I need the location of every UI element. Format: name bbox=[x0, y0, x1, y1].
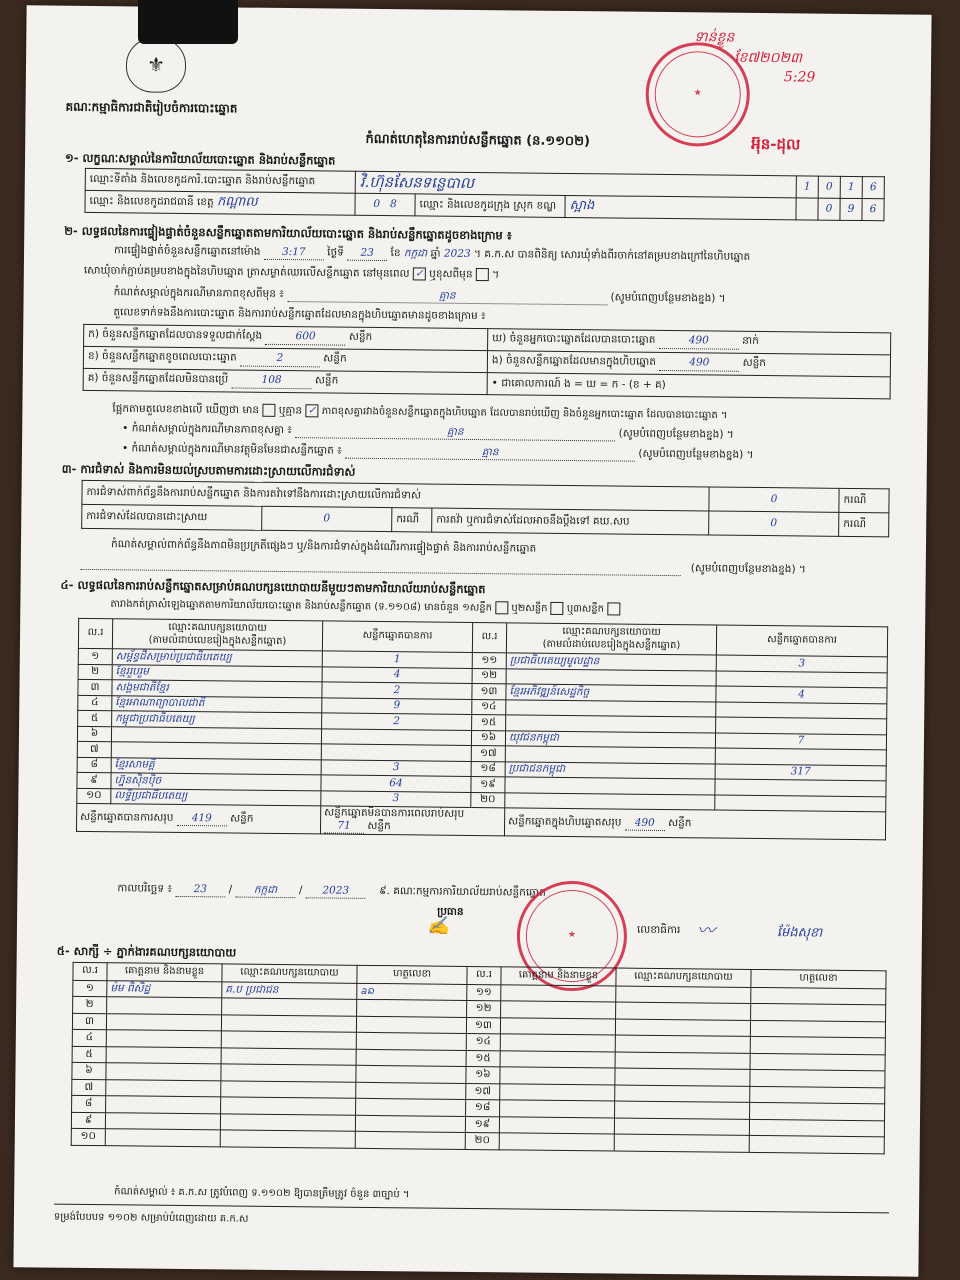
row-number: ១ bbox=[78, 648, 112, 664]
row-number: ៤ bbox=[72, 1029, 106, 1046]
province-name: កណ្តាល bbox=[216, 194, 258, 211]
party-name: កម្ពុជាប្រជាធិបតេយ្យ bbox=[112, 711, 322, 729]
party-votes: 3 bbox=[716, 655, 887, 672]
note3-value: គ្មាន bbox=[345, 445, 635, 462]
witness-signature bbox=[356, 1082, 466, 1100]
section5-heading: ៥- សាក្សី ÷ ភ្នាក់ងារគណបក្សនយោបាយ bbox=[56, 943, 237, 960]
party-name: ហ្វ៊ុនស៊ិនប៉ិច bbox=[111, 773, 321, 791]
discrepancy-line bbox=[112, 402, 727, 422]
province-code-digit: 0 bbox=[373, 197, 381, 210]
committee-seal-stamp: ★ bbox=[516, 880, 627, 991]
official-seal-stamp: ★ bbox=[645, 42, 750, 147]
party-votes bbox=[715, 795, 886, 812]
note2-line bbox=[122, 422, 734, 443]
witness-party bbox=[220, 1130, 355, 1148]
province-code-digit: 8 bbox=[390, 198, 397, 211]
total-invalid bbox=[320, 806, 504, 836]
date-day: 23 bbox=[175, 883, 225, 898]
appeal-label: ការតវ៉ា ឬការជំទាស់ដែលអាចនឹងប្តឹងទៅ គឃ.សប bbox=[432, 508, 709, 535]
party-votes bbox=[321, 728, 471, 745]
total-valid bbox=[76, 803, 320, 834]
row-number: ១២ bbox=[467, 1000, 501, 1017]
stats-intro: តួលេខទាក់ទងនឹងការបោះឆ្នោត និងការរាប់សន្លឹកឆ្នោតដែលមានក្នុងហិបឆ្នោតមានដូចខាងក្រោម ៖ bbox=[113, 306, 486, 323]
row-number: ៤ bbox=[78, 695, 112, 711]
row-number: ៩ bbox=[71, 1112, 105, 1129]
row-number: ១៤ bbox=[472, 699, 506, 715]
witness-name bbox=[106, 1096, 221, 1114]
annotation-name: អ៊ុន-ដុល bbox=[751, 134, 801, 154]
party-votes: 4 bbox=[716, 686, 887, 703]
w-col-name: គោត្តនាម និងនាមខ្លួន bbox=[501, 967, 616, 986]
district-label: ឈ្មោះ និងលេខកូដក្រុង ស្រុក ខណ្ឌ bbox=[415, 194, 565, 218]
witness-party bbox=[614, 1134, 749, 1152]
party-name: សង្គមជាតិខ្មែរ bbox=[112, 680, 322, 698]
tally-sheet-line bbox=[110, 597, 620, 616]
note2-label: • កំណត់សម្គាល់ក្នុងករណីមានភាពខុសគ្នា ៖ bbox=[122, 422, 293, 437]
col-party-title: ឈ្មោះគណបក្សនយោបាយ bbox=[562, 625, 661, 638]
date-label: កាលបរិច្ឆេទ ៖ bbox=[117, 882, 173, 895]
witness-signature: ᨡᨦ bbox=[357, 983, 467, 1001]
row-number: ១៥ bbox=[472, 714, 506, 730]
row-number: ១៣ bbox=[466, 1017, 500, 1034]
complaints-value: 0 bbox=[709, 487, 839, 512]
witness-party bbox=[615, 1085, 750, 1103]
note3-label: • កំណត់សម្គាល់ក្នុងករណីមានវត្ថុមិនមែនជាសន្លឹកឆ្នោត ៖ bbox=[121, 442, 342, 457]
w-col-party: ឈ្មោះគណបក្សនយោបាយ bbox=[222, 964, 357, 983]
row-number: ១៥ bbox=[466, 1050, 500, 1067]
annotation-date: ខែ៧២០២៣ bbox=[734, 49, 803, 67]
col-party-title: ឈ្មោះគណបក្សនយោបាយ bbox=[168, 621, 267, 634]
w-col-sign: ហត្ថលេខា bbox=[751, 969, 886, 988]
witness-signature bbox=[750, 1102, 885, 1120]
row-number: ៥ bbox=[78, 710, 112, 726]
row-number: ១ bbox=[73, 980, 107, 997]
witness-signature bbox=[356, 1049, 466, 1067]
no-discrepancy-checkbox[interactable]: ✓ bbox=[305, 404, 318, 417]
total-in-box bbox=[504, 808, 885, 840]
row-number: ៧ bbox=[72, 1079, 106, 1096]
witness-name bbox=[500, 1050, 615, 1068]
witness-signature bbox=[749, 1119, 884, 1137]
w-col-party: ឈ្មោះគណបក្សនយោបាយ bbox=[616, 968, 751, 987]
station-label: ឈ្មោះទីតាំង និងលេខកូដការិ.បោះឆ្នោត និងរាប់សន្លឹកឆ្នោត bbox=[85, 168, 355, 193]
note1-line bbox=[114, 286, 726, 307]
witness-name bbox=[106, 1046, 221, 1064]
w-col-name: គោត្តនាម និងនាមខ្លួន bbox=[107, 963, 222, 982]
witness-name bbox=[106, 1079, 221, 1097]
party-votes bbox=[716, 702, 887, 719]
appeal-unit: ករណី bbox=[839, 512, 889, 537]
witness-name bbox=[500, 1067, 615, 1085]
verify-text-a: ការផ្ទៀងផ្ទាត់ចំនួនសន្លឹកឆ្នោតនៅម៉ោង bbox=[114, 244, 261, 258]
note3-line bbox=[122, 442, 754, 463]
votes-body bbox=[77, 648, 888, 811]
appeal-value: 0 bbox=[709, 511, 839, 536]
witness-signature bbox=[751, 987, 886, 1005]
row-number: ១០ bbox=[71, 1128, 105, 1145]
col-votes: សន្លឹកឆ្នោតបានការ bbox=[716, 625, 887, 657]
note1-fill: (សូមបំពេញបន្ថែមខាងខ្នង) ។ bbox=[610, 291, 726, 305]
total-in-box-label: សន្លឹកឆ្នោតក្នុងហិបឆ្នោតសរុប bbox=[508, 814, 622, 829]
section4-heading: ៤- លទ្ធផលនៃការរាប់សន្លឹកឆ្នោតសម្រាប់គណបក្សនយោបាយនីមួយៗតាមការិយាល័យរាប់សន្លឹកឆ្នោត bbox=[60, 577, 486, 597]
spoiled-text: ខ) ចំនួនសន្លឹកឆ្នោតខូចពេលបោះឆ្នោត bbox=[87, 350, 237, 364]
party-votes bbox=[716, 717, 887, 734]
province-code bbox=[355, 193, 415, 216]
row-number: ១០ bbox=[77, 788, 111, 804]
verify-text-e: ។ គ.ក.ស បានពិនិត្យ សោរឃុំទាំងពីរចាក់នៅគម្របខាងក្រៅនៃហិបឆ្នោត bbox=[473, 247, 751, 263]
witness-signature bbox=[750, 1036, 885, 1054]
seal-text-a: សោឃុំចាក់ភ្ជាប់គម្របខាងក្នុងនៃហិបឆ្នោត ត្រាសម្ងាត់ឈរលើសន្លឹកឆ្នោត នៅមុនពេល bbox=[83, 264, 410, 280]
party-votes bbox=[715, 779, 886, 796]
witness-signature bbox=[355, 1131, 465, 1149]
row-number: ២ bbox=[73, 996, 107, 1013]
witness-party bbox=[221, 1031, 356, 1049]
row-number: ២ bbox=[78, 664, 112, 680]
received-unit: សន្លឹក bbox=[348, 331, 373, 344]
row-number: ១៤ bbox=[466, 1033, 500, 1050]
witness-name bbox=[106, 1063, 221, 1081]
party-votes-table bbox=[76, 618, 888, 841]
party-votes: 3 bbox=[321, 759, 471, 776]
row-number: ១៧ bbox=[466, 1083, 500, 1100]
secretary-label: លេខាធិការ bbox=[636, 923, 681, 937]
total-valid-value: 419 bbox=[177, 811, 227, 826]
witness-party bbox=[615, 1068, 750, 1086]
witness-party bbox=[616, 986, 751, 1004]
witness-name bbox=[500, 1017, 615, 1035]
station-code-digit: 1 bbox=[840, 176, 862, 198]
seal-text-b: ឬខុសពីមុន bbox=[429, 268, 473, 281]
witness-party bbox=[221, 1097, 356, 1115]
secretary-name: ម៉ែងសុខា bbox=[776, 925, 823, 941]
station-code-digit: 1 bbox=[796, 176, 818, 198]
party-votes: 4 bbox=[322, 666, 472, 683]
verify-text-b: ថ្ងៃទី bbox=[327, 246, 344, 259]
w-col-no: ល.រ bbox=[73, 962, 107, 980]
witness-signature bbox=[356, 1065, 466, 1083]
row-number: ៥ bbox=[72, 1046, 106, 1063]
resolved-label: ការជំទាស់ដែលបានដោះស្រាយ bbox=[82, 504, 262, 530]
section1-heading: ១- លក្ខណៈសម្គាល់នៃការិយាល័យបោះឆ្នោត និងរាប់សន្លឹកឆ្នោត bbox=[64, 150, 336, 168]
formula: • ជាគោលការណ៍ ង = ឃ = ក - (ខ + គ) bbox=[487, 373, 890, 399]
discrepancy-text-a: ផ្អែកតាមតួលេខខាងលើ ឃើញថា មាន bbox=[112, 402, 260, 417]
province-label-text: ឈ្មោះ និងលេខកូដរាជធានី ខេត្ត bbox=[89, 195, 214, 209]
party-votes: 64 bbox=[321, 775, 471, 792]
witness-name bbox=[500, 1034, 615, 1052]
party-name: ប្រជាធិបតេយ្យមូលដ្ឋាន bbox=[506, 653, 716, 671]
three-sheet-checkbox[interactable] bbox=[607, 602, 620, 615]
party-votes: 7 bbox=[715, 733, 886, 750]
row-number: ១៣ bbox=[472, 683, 506, 699]
verification-line bbox=[114, 244, 750, 265]
resolved-value: 0 bbox=[262, 506, 392, 531]
witness-signature bbox=[750, 1069, 885, 1087]
witness-party bbox=[615, 1035, 750, 1053]
witness-signature bbox=[750, 1020, 885, 1038]
total-in-box-value: 490 bbox=[625, 816, 665, 831]
row-number: ៦ bbox=[72, 1062, 106, 1079]
nec-emblem-icon: ⚜ bbox=[126, 36, 187, 93]
note2-fill: (សូមបំពេញបន្ថែមខាងខ្នង) ។ bbox=[618, 427, 734, 441]
witness-party bbox=[221, 1047, 356, 1065]
witness-signature bbox=[356, 1032, 466, 1050]
party-name: ខ្មែរអភិវឌ្ឍន៍សេដ្ឋកិច្ច bbox=[506, 684, 716, 702]
seal-check-line bbox=[84, 264, 499, 282]
row-number: ១៧ bbox=[471, 745, 505, 761]
note2-value: គ្មាន bbox=[295, 424, 615, 441]
witness-name bbox=[499, 1116, 614, 1134]
witness-name bbox=[501, 1001, 616, 1019]
witness-signature bbox=[750, 1086, 885, 1104]
district-name: ស្អាង bbox=[565, 195, 796, 219]
received-text: ក) ចំនួនសន្លឹកឆ្នោតដែលបានទទួលជាក់ស្តែង bbox=[88, 328, 263, 343]
row-number: ១៨ bbox=[471, 761, 505, 777]
witness-signature bbox=[356, 1098, 466, 1116]
district-code-digit: 0 bbox=[818, 198, 840, 220]
row-number: ១២ bbox=[472, 668, 506, 684]
date-year: 2023 bbox=[306, 884, 366, 899]
witness-signature bbox=[356, 1016, 466, 1034]
party-votes: 2 bbox=[322, 713, 472, 730]
witness-party bbox=[615, 1019, 750, 1037]
secretary-signature-icon: 〰 bbox=[696, 920, 716, 942]
party-votes bbox=[715, 748, 886, 765]
section2-heading: ២- លទ្ធផលនៃការផ្ទៀងផ្ទាត់ចំនួនសន្លឹកឆ្នោតតាមការិយាល័យបោះឆ្នោត និងរាប់សន្លឹកឆ្នោតដូចខាងក្រោម ៖ bbox=[64, 223, 512, 243]
row-number: ១៦ bbox=[466, 1066, 500, 1083]
date-line: កាលបរិច្ឆេទ ៖ 23 / កក្កដា / 2023 ៩. គណៈកម្មការការិយាល័យរាប់សន្លឹកឆ្នោត bbox=[117, 882, 546, 899]
total-invalid-value: 71 bbox=[324, 820, 364, 835]
witness-party: គ.ប ប្រជាជន bbox=[222, 981, 357, 999]
committee-sign-label: ៩. គណៈកម្មការការិយាល័យរាប់សន្លឹកឆ្នោត bbox=[379, 885, 546, 899]
verify-time: 3:17 bbox=[264, 246, 324, 261]
witness-party bbox=[616, 1002, 751, 1020]
party-name: ប្រជាជនកម្ពុជា bbox=[505, 761, 715, 779]
col-party bbox=[112, 619, 322, 651]
col-party-sub: (តាមលំដាប់លេខរៀងក្នុងសន្លឹកឆ្នោត) bbox=[148, 634, 287, 647]
row-number: ១៩ bbox=[465, 1116, 499, 1133]
resolved-unit: ករណី bbox=[392, 508, 432, 532]
witness-party bbox=[615, 1101, 750, 1119]
station-code-digit: 6 bbox=[862, 177, 884, 199]
tally-text: តារាងកត់ត្រាសំឡេងឆ្នោតតាមការិយាល័យបោះឆ្នោត និងរាប់សន្លឹកឆ្នោត (ទ.១១០៨) មានចំនួន ១សន្លឹក bbox=[110, 598, 493, 614]
row-number: ៦ bbox=[77, 726, 111, 742]
witness-party bbox=[222, 998, 357, 1016]
row-number: ១៨ bbox=[466, 1099, 500, 1116]
witness-name bbox=[106, 1030, 221, 1048]
witness-name bbox=[107, 997, 222, 1015]
witness-name bbox=[500, 1100, 615, 1118]
party-name: ខ្មែរសាមគ្គី bbox=[111, 757, 321, 775]
witness-party bbox=[221, 1080, 356, 1098]
witness-party bbox=[614, 1118, 749, 1136]
tally-opt2: ឬ៣សន្លឹក bbox=[566, 603, 605, 615]
section3-heading: ៣- ការជំទាស់ និងការមិនយល់ស្របតាមការដោះស្រាយលើការជំទាស់ bbox=[61, 461, 356, 479]
total-invalid-unit: សន្លឹក bbox=[367, 820, 391, 833]
date-month: កក្កដា bbox=[235, 884, 295, 899]
col-party bbox=[506, 623, 716, 655]
chair-signature-icon: ✍ bbox=[426, 915, 450, 937]
witness-table bbox=[71, 962, 887, 1154]
party-votes bbox=[321, 744, 471, 761]
row-number: ១៦ bbox=[471, 730, 505, 746]
witness-name bbox=[501, 984, 616, 1002]
unused-text: គ) ចំនួនសន្លឹកឆ្នោតដែលមិនបានប្រើ bbox=[87, 372, 229, 386]
different-checkbox[interactable] bbox=[476, 268, 489, 281]
row-number: ១១ bbox=[472, 652, 506, 668]
station-name: វិ.ហ៊ុនសែនទន្លេបាល bbox=[355, 171, 796, 198]
tally-opt1: ឬ២សន្លឹក bbox=[511, 602, 548, 615]
party-name: ខ្មែរអាណាព្យាបាលជាតិ bbox=[112, 695, 322, 713]
unused-unit: សន្លឹក bbox=[314, 374, 339, 388]
col-no: ល.រ bbox=[78, 618, 112, 648]
received-value: 600 bbox=[266, 330, 346, 345]
two-sheet-checkbox[interactable] bbox=[551, 602, 564, 615]
complaints-label: ការជំទាស់ពាក់ព័ន្ធនឹងការរាប់សន្លឹកឆ្នោត និងការតវ៉ាទៅនឹងការដោះស្រាយលើការជំទាស់ bbox=[82, 480, 709, 511]
seal-text-c: ។ bbox=[492, 268, 500, 281]
row-number: ១៩ bbox=[471, 776, 505, 792]
party-votes: 1 bbox=[322, 651, 472, 668]
voters-value: 490 bbox=[659, 334, 739, 349]
unused-value: 108 bbox=[232, 374, 312, 389]
total-valid-unit: សន្លឹក bbox=[230, 812, 254, 825]
col-no: ល.រ bbox=[472, 623, 506, 653]
same-as-before-checkbox[interactable]: ✓ bbox=[413, 267, 426, 280]
witness-signature bbox=[750, 1053, 885, 1071]
party-name: យុវជនកម្ពុជា bbox=[505, 730, 715, 748]
row-number: ១១ bbox=[467, 984, 501, 1001]
chair-label: ប្រធាន bbox=[437, 905, 464, 918]
row-number: ៣ bbox=[72, 1013, 106, 1030]
document-title: កំណត់ហេតុនៃការរាប់សន្លឹកឆ្នោត (ន.១១០២) bbox=[365, 131, 591, 150]
total-in-box-unit: សន្លឹក bbox=[668, 816, 692, 829]
voted-text: ឃ) ចំនួនអ្នកបោះឆ្នោតដែលបានបោះឆ្នោត bbox=[492, 332, 656, 347]
witness-party bbox=[615, 1052, 750, 1070]
note1-label: កំណត់សម្គាល់ក្នុងករណីមានភាពខុសពីមុន ៖ bbox=[113, 286, 284, 301]
empty-code-cell bbox=[796, 198, 818, 220]
ballot-count-form bbox=[13, 5, 931, 1276]
party-name: ខ្មែររួបរួម bbox=[112, 664, 322, 682]
binder-clip bbox=[138, 0, 238, 44]
row-number: ២០ bbox=[465, 1132, 499, 1149]
annotation-code: ទាន់ខ្លួន bbox=[694, 29, 735, 46]
row-number: ៨ bbox=[77, 757, 111, 773]
verify-year: 2023 bbox=[443, 247, 471, 260]
complaints-unit: ករណី bbox=[839, 488, 889, 513]
row-number: ៩ bbox=[77, 772, 111, 788]
district-code-digit: 6 bbox=[862, 199, 884, 221]
row-number: ៧ bbox=[77, 741, 111, 757]
unused-label bbox=[83, 368, 487, 394]
form-reference: ទម្រង់បែបបទ ១១០២ សម្រាប់បំពេញដោយ គ.ក.ស bbox=[53, 1211, 249, 1225]
witness-name bbox=[106, 1013, 221, 1031]
spoiled-value: 2 bbox=[240, 352, 320, 367]
witness-signature bbox=[751, 1003, 886, 1021]
footer-divider bbox=[54, 1204, 889, 1214]
col-party-sub: (តាមលំដាប់លេខរៀងក្នុងសន្លឹកឆ្នោត) bbox=[542, 638, 681, 651]
total-valid-label: សន្លឹកឆ្នោតបានការសរុប bbox=[80, 810, 174, 824]
witness-name bbox=[105, 1112, 220, 1130]
in-box-text: ង) ចំនួនសន្លឹកឆ្នោតដែលមានក្នុងហិបឆ្នោត bbox=[491, 354, 657, 369]
irregularity-line bbox=[81, 558, 681, 576]
footer-note: កំណត់សម្គាល់ ៖ គ.ក.ស ត្រូវបំពេញ ទ.១១០២ ឱ្យបានត្រឹមត្រូវ ចំនួន ៣ច្បាប់ ។ bbox=[114, 1186, 410, 1201]
irregularity-note: កំណត់សម្គាល់ពាក់ព័ន្ធនឹងភាពមិនប្រក្រតីផ្សេងៗ ឬ/និងការជំទាស់ក្នុងដំណើរការផ្ទៀងផ្ទាត់ និងការរាប់សន្លឹកឆ្នោត bbox=[110, 538, 537, 555]
party-votes: 9 bbox=[322, 697, 472, 714]
polling-station-info-table bbox=[84, 168, 884, 221]
district-code-digit: 9 bbox=[840, 198, 862, 220]
row-number: ២០ bbox=[471, 792, 505, 808]
party-name: លទ្ធិប្រជាធិបតេយ្យ bbox=[111, 788, 321, 806]
row-number: ៣ bbox=[78, 679, 112, 695]
party-votes: 3 bbox=[321, 790, 471, 807]
row-number: ៨ bbox=[72, 1095, 106, 1112]
discrepancy-text-c: ភាពខុសគ្នារវាងចំនួនសន្លឹកឆ្នោតក្នុងហិបឆ្នោត ដែលបានរាប់ឃើញ និងចំនួនអ្នកបោះឆ្នោត ដែលបានបោះឆ្នោត ។ bbox=[321, 405, 728, 422]
province-label bbox=[85, 190, 355, 215]
annotation-time: 5:29 bbox=[783, 69, 816, 86]
total-invalid-label: សន្លឹកឆ្នោតមិនបានការពេលរាប់សរុប bbox=[324, 806, 465, 820]
col-votes: សន្លឹកឆ្នោតបានការ bbox=[322, 621, 472, 653]
complaints-table bbox=[81, 480, 889, 537]
in-box-value: 490 bbox=[659, 356, 739, 371]
verify-month: កក្កដា bbox=[403, 247, 428, 260]
witness-party bbox=[221, 1014, 356, 1032]
spoiled-unit: សន្លឹក bbox=[323, 352, 347, 366]
ballot-stats-table bbox=[83, 324, 892, 399]
w-col-sign: ហត្ថលេខា bbox=[357, 965, 467, 984]
party-name: សម្ព័ន្ធដីសម្រាប់ប្រជាធិបតេយ្យ bbox=[112, 649, 322, 667]
note3-fill: (សូមបំពេញបន្ថែមខាងខ្នង) ។ bbox=[638, 447, 754, 461]
witness-name bbox=[499, 1133, 614, 1151]
one-sheet-checkbox[interactable] bbox=[495, 601, 508, 614]
discrepancy-text-b: ឬគ្មាន bbox=[278, 404, 303, 417]
witness-party bbox=[221, 1064, 356, 1082]
verify-text-d: ឆ្នាំ bbox=[430, 247, 441, 260]
note1-value: គ្មាន bbox=[287, 288, 607, 305]
witness-name: ម៉ម ពិសិដ្ឋ bbox=[107, 980, 222, 998]
committee-title: គណៈកម្មាធិការជាតិរៀបចំការបោះឆ្នោត bbox=[65, 99, 238, 116]
party-votes: 2 bbox=[322, 682, 472, 699]
witness-name bbox=[105, 1129, 220, 1147]
verify-text-c: ខែ bbox=[390, 247, 401, 260]
verify-day: 23 bbox=[347, 247, 387, 262]
irregularity-fill: (សូមបំពេញបន្ថែមខាងខ្នង) ។ bbox=[690, 562, 806, 576]
party-votes bbox=[716, 671, 887, 688]
in-box-unit: សន្លឹក bbox=[742, 357, 767, 370]
has-discrepancy-checkbox[interactable] bbox=[262, 404, 275, 417]
station-code-digit: 0 bbox=[818, 176, 840, 198]
party-votes: 317 bbox=[715, 764, 886, 781]
witness-signature bbox=[355, 1115, 465, 1133]
witness-signature bbox=[749, 1135, 884, 1153]
voters-unit: នាក់ bbox=[742, 335, 759, 348]
witness-signature bbox=[357, 999, 467, 1017]
witness-body bbox=[71, 980, 886, 1154]
w-col-no: ល.រ bbox=[467, 966, 501, 984]
witness-name bbox=[500, 1083, 615, 1101]
witness-party bbox=[220, 1113, 355, 1131]
